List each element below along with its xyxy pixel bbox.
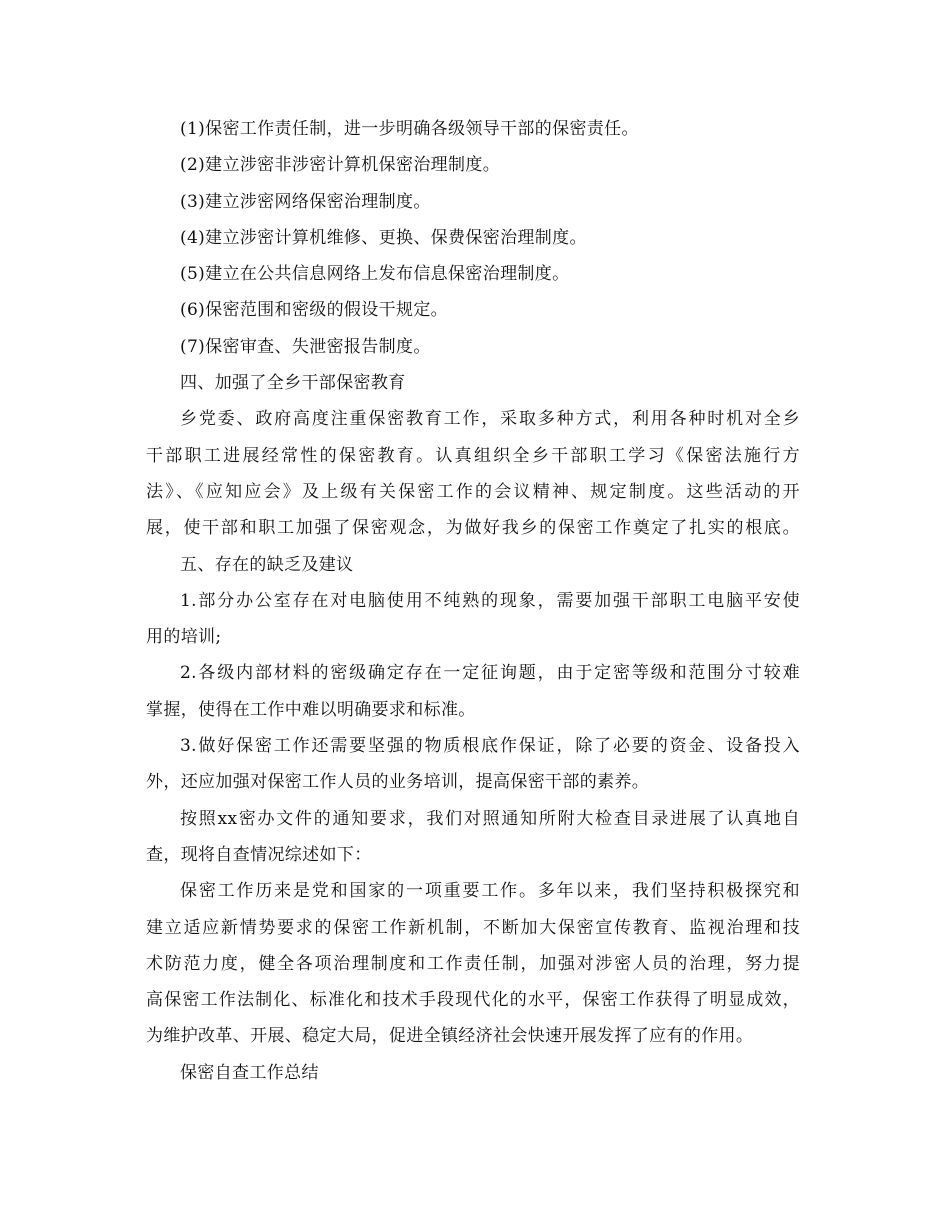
list-item: (4)建立涉密计算机维修、更换、保费保密治理制度。 [180, 227, 587, 248]
paragraph-line: 术防范力度，健全各项治理制度和工作责任制，加强对涉密人员的治理，努力提 [146, 953, 800, 974]
paragraph-line: 查，现将自查情况综述如下： [146, 844, 372, 865]
paragraph-line: 外，还应加强对保密工作人员的业务培训，提高保密干部的素养。 [146, 772, 650, 793]
paragraph-line: 3.做好保密工作还需要坚强的物质根底作保证，除了必要的资金、设备投入 [180, 736, 800, 757]
list-item: (5)建立在公共信息网络上发布信息保密治理制度。 [180, 264, 570, 285]
section-heading-four: 四、加强了全乡干部保密教育 [180, 373, 406, 394]
paragraph-line: 乡党委、政府高度注重保密教育工作，采取多种方式，利用各种时机对全乡 [180, 409, 800, 430]
paragraph-line: 高保密工作法制化、标准化和技术手段现代化的水平，保密工作获得了明显成效， [146, 990, 800, 1011]
list-item: (3)建立涉密网络保密治理制度。 [180, 191, 431, 212]
list-item: (2)建立涉密非涉密计算机保密治理制度。 [180, 155, 501, 176]
paragraph-line: 干部职工进展经常性的保密教育。认真组织全乡干部职工学习《保密法施行方 [146, 445, 800, 466]
paragraph-line: 法》、《应知应会》及上级有关保密工作的会议精神、规定制度。这些活动的开 [146, 481, 800, 502]
paragraph-line: 为维护改革、开展、稳定大局，促进全镇经济社会快速开展发挥了应有的作用。 [146, 1026, 754, 1047]
paragraph-line: 用的培训; [146, 627, 222, 648]
paragraph-line: 2.各级内部材料的密级确定存在一定征询题，由于定密等级和范围分寸较难 [180, 663, 800, 684]
paragraph-line: 按照xx密办文件的通知要求，我们对照通知所附大检查目录进展了认真地自 [180, 808, 800, 829]
paragraph-line: 1.部分办公室存在对电脑使用不纯熟的现象，需要加强干部职工电脑平安使 [180, 590, 800, 611]
paragraph-line: 建立适应新情势要求的保密工作新机制，不断加大保密宣传教育、监视治理和技 [146, 917, 800, 938]
paragraph-line: 展，使干部和职工加强了保密观念，为做好我乡的保密工作奠定了扎实的根底。 [146, 518, 800, 539]
list-item: (6)保密范围和密级的假设干规定。 [180, 300, 449, 321]
paragraph-line: 保密工作历来是党和国家的一项重要工作。多年以来，我们坚持积极探究和 [180, 881, 800, 902]
closing-title: 保密自查工作总结 [180, 1062, 319, 1083]
paragraph-line: 掌握，使得在工作中难以明确要求和标准。 [146, 699, 476, 720]
list-item: (1)保密工作责任制，进一步明确各级领导干部的保密责任。 [180, 119, 639, 139]
section-heading-five: 五、存在的缺乏及建议 [180, 554, 354, 575]
list-item: (7)保密审查、失泄密报告制度。 [180, 336, 431, 357]
